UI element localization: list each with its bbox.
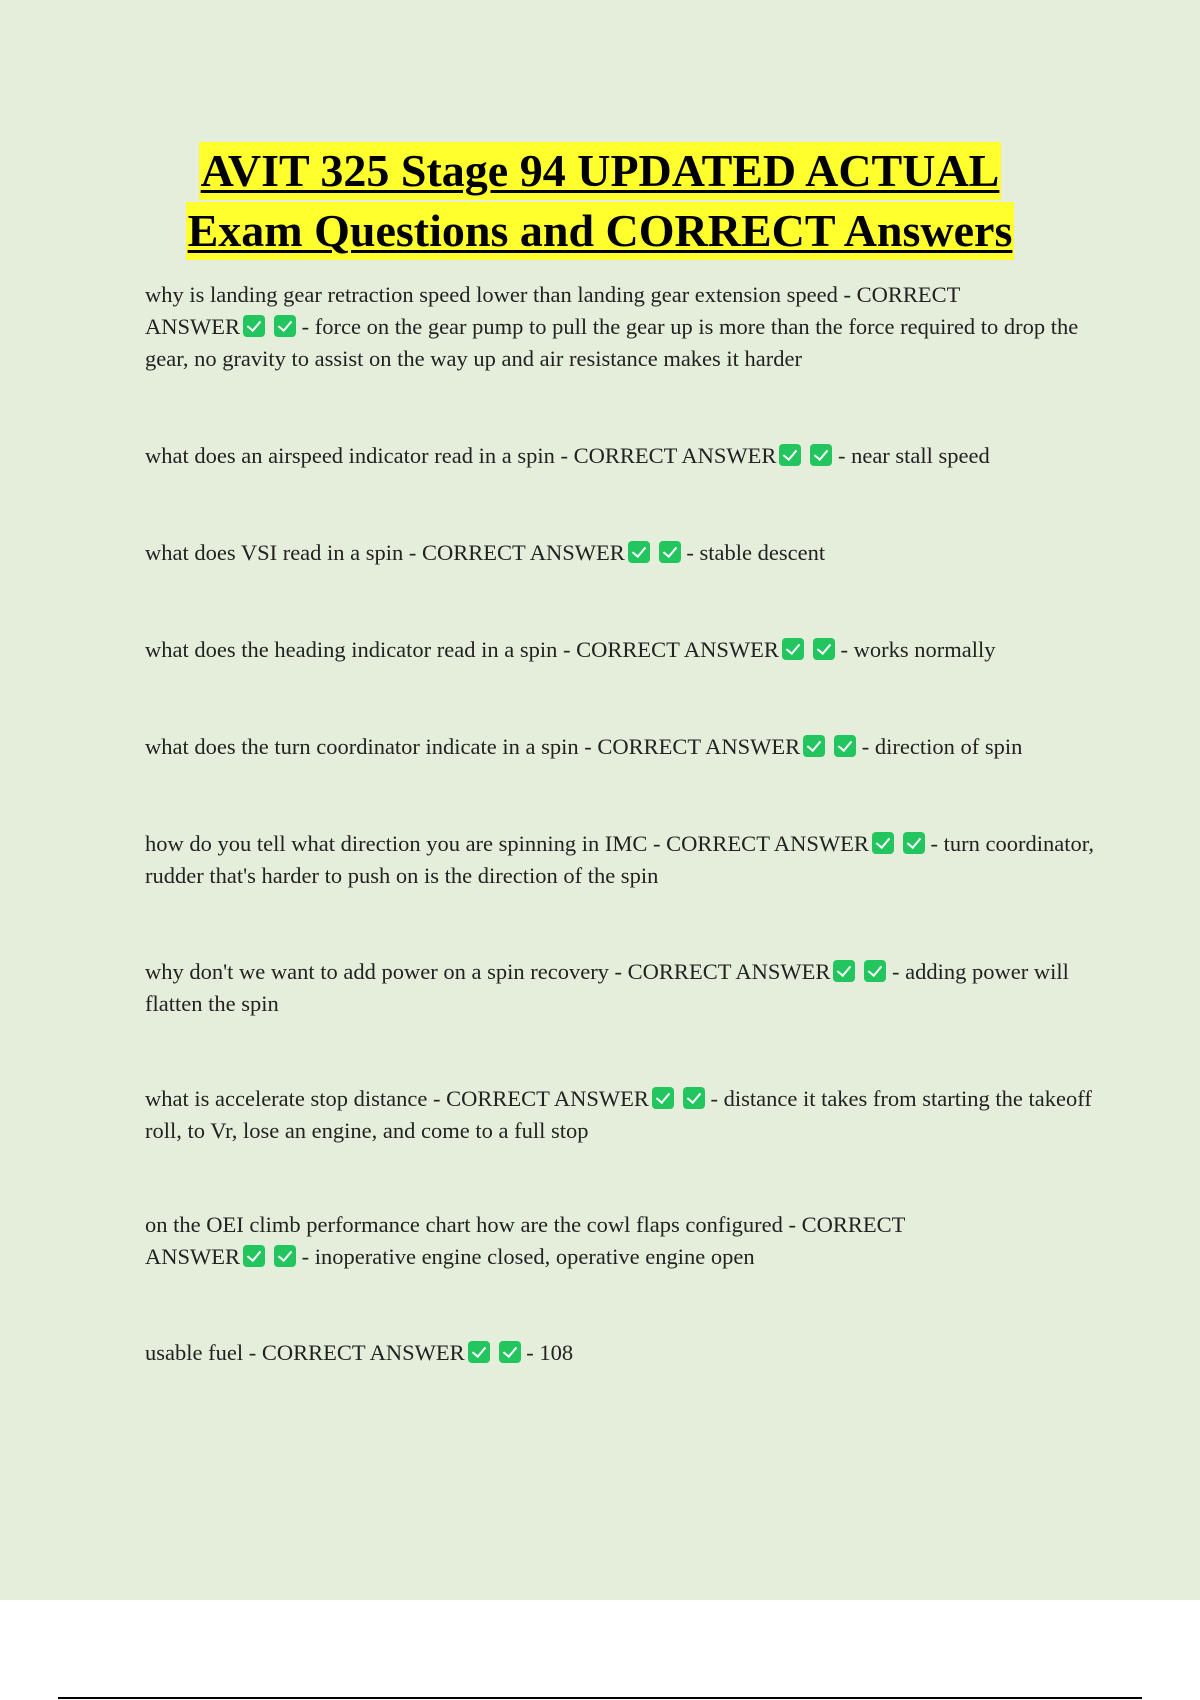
question-text: how do you tell what direction you are spinning in IMC - CORRECT ANSWER [145, 831, 869, 856]
answer-text: - stable descent [680, 540, 826, 565]
check-icon [903, 832, 925, 854]
check-icon [652, 1087, 674, 1109]
check-icon [779, 444, 801, 466]
check-icon [834, 735, 856, 757]
question-text: what does the heading indicator read in a spin - CORRECT ANSWER [145, 637, 779, 662]
question-text: usable fuel - CORRECT ANSWER [145, 1340, 465, 1365]
qa-item [145, 537, 1095, 569]
answer-text: - works normally [834, 637, 996, 662]
answer-text: - adding power will flatten the spin [145, 959, 1069, 1016]
question-text: on the OEI climb performance chart how are the cowl flaps configured - CORRECT [145, 1212, 906, 1237]
qa-item [145, 731, 1095, 763]
check-icon [864, 960, 886, 982]
footer-divider [58, 1697, 1142, 1699]
check-icon [833, 960, 855, 982]
qa-item [145, 1083, 1095, 1147]
question-text: what is accelerate stop distance - CORRECT ANSWER [145, 1086, 649, 1111]
question-text: why is landing gear retraction speed lower than landing gear extension speed - CORRECT [145, 282, 961, 307]
check-icon [468, 1341, 490, 1363]
answer-label: ANSWER [145, 314, 240, 339]
check-icon [782, 638, 804, 660]
qa-item [145, 1209, 1095, 1273]
check-icon [274, 1245, 296, 1267]
qa-item [145, 279, 1095, 375]
answer-text: - 108 [520, 1340, 574, 1365]
answer-text: - inoperative engine closed, operative engine open [296, 1244, 755, 1269]
qa-item [145, 1337, 1095, 1369]
qa-item [145, 828, 1095, 892]
check-icon [243, 315, 265, 337]
check-icon [683, 1087, 705, 1109]
answer-text: - direction of spin [856, 734, 1023, 759]
check-icon [243, 1245, 265, 1267]
question-text: what does the turn coordinator indicate in a spin - CORRECT ANSWER [145, 734, 801, 759]
qa-item [145, 440, 1095, 472]
check-icon [872, 832, 894, 854]
answer-text: - distance it takes from starting the takeoff roll, to Vr, lose an engine, and come to a full stop [145, 1086, 1092, 1143]
document-title [0, 142, 1200, 260]
title-line-2: Exam Questions and CORRECT Answers [186, 202, 1015, 260]
question-text: why don't we want to add power on a spin recovery - CORRECT ANSWER [145, 959, 831, 984]
answer-text: - turn coordinator, rudder that's harder to push on is the direction of the spin [145, 831, 1094, 888]
answer-text: - force on the gear pump to pull the gear up is more than the force required to drop the gear, no gravity to assist on the way up and air resistance makes it harder [145, 314, 1079, 371]
check-icon [810, 444, 832, 466]
qa-item [145, 956, 1095, 1020]
title-line-1: AVIT 325 Stage 94 UPDATED ACTUAL [199, 142, 1002, 200]
check-icon [813, 638, 835, 660]
question-text: what does an airspeed indicator read in a spin - CORRECT ANSWER [145, 443, 777, 468]
question-text: what does VSI read in a spin - CORRECT ANSWER [145, 540, 625, 565]
answer-label: ANSWER [145, 1244, 240, 1269]
check-icon [499, 1341, 521, 1363]
qa-item [145, 634, 1095, 666]
answer-text: - near stall speed [832, 443, 990, 468]
check-icon [628, 541, 650, 563]
check-icon [274, 315, 296, 337]
check-icon [659, 541, 681, 563]
check-icon [803, 735, 825, 757]
